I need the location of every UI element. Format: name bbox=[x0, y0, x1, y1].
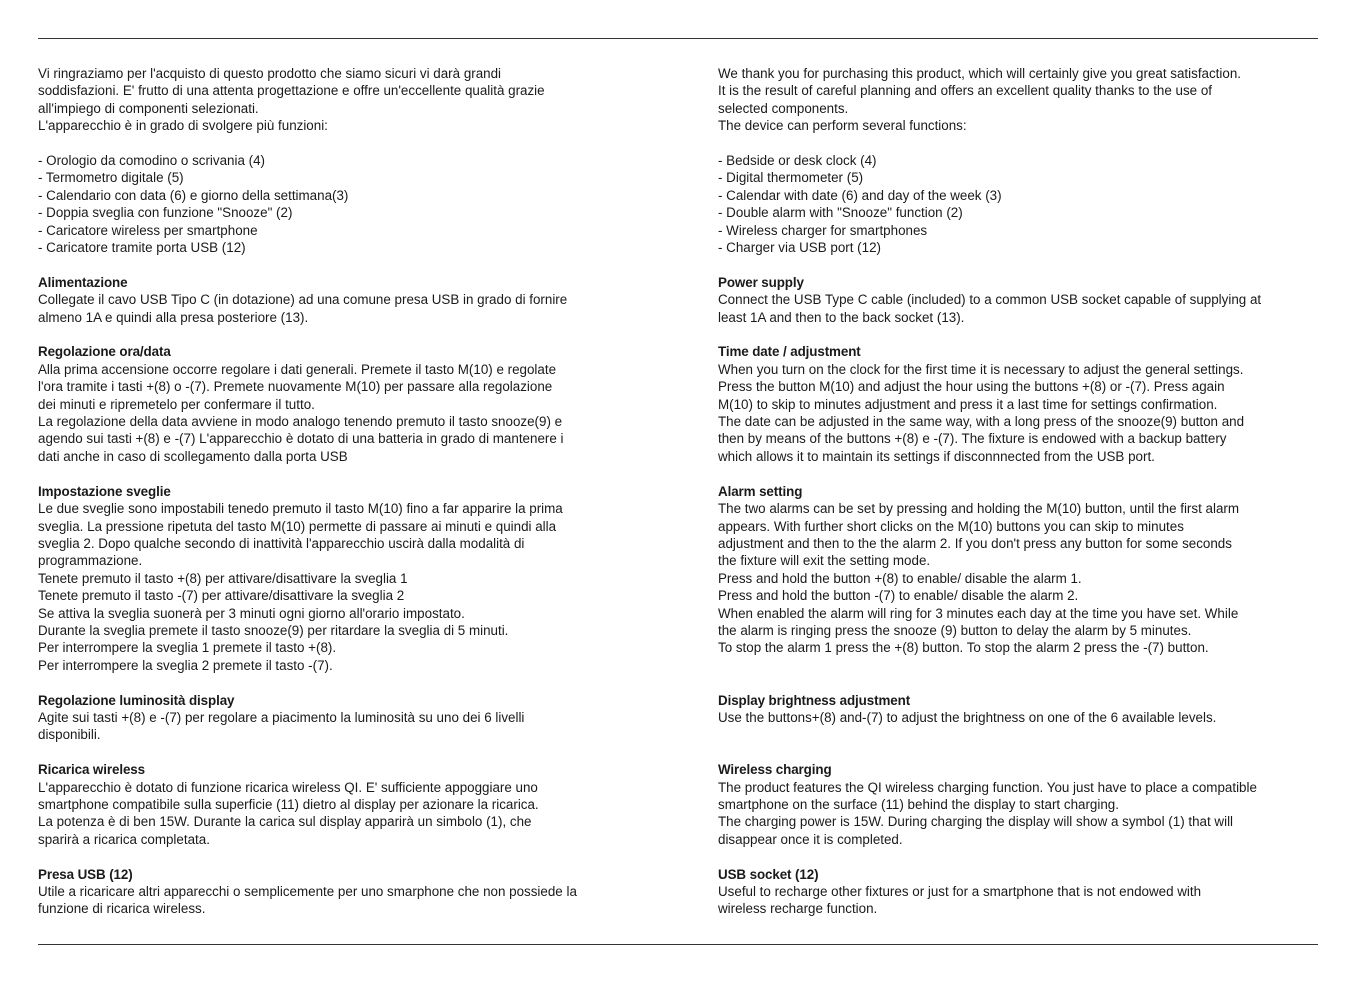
section-text-wireless: The product features the QI wireless charging function. You just have to place a compatible smartphone on the surface (11) behind the display to start charging. The charging power is 15W. During charging the display will show a symbol (1) that will disappear once it is completed. bbox=[718, 779, 1257, 847]
section-text-usb: Useful to recharge other fixtures or just for a smartphone that is not endowed with wireless recharge function. bbox=[718, 883, 1202, 917]
section-text-power: Connect the USB Type C cable (included) to a common USB socket capable of supplying at least 1A and then to the back socket (13). bbox=[718, 292, 1262, 325]
section-text-alarm: The two alarms can be set by pressing and holding the M(10) button, until the first alarm appears. With further short clicks on the M(10) buttons you can skip to minutes adjustment and then to the the alarm 2. If you don't press any button for some seconds the fixture will exit the setting mode. Press and hold the button +(8) to enable/ disable the alarm 1. Press and hold the button -(7) to enable/ disable the alarm 2. When enabled the alarm will ring for 3 minutes each day at the time you have set. While the alarm is ringing press the snooze (9) button to delay the alarm by 5 minutes. To stop the alarm 1 press the +(8) button. To stop the alarm 2 press the -(7) button. bbox=[718, 501, 1240, 656]
intro-paragraph: We thank you for purchasing this product, which will certainly give you great satisfaction. It is the result of careful planning and offers an excellent quality thanks to the use of selected components. The device can perform several functions: bbox=[718, 66, 1241, 134]
features-list: - Bedside or desk clock (4) - Digital thermometer (5) - Calendar with date (6) and day of the week (3) - Double alarm with "Snooze" function (2) - Wireless charger for smartphones - Charger via USB port (12) bbox=[718, 153, 1002, 256]
section-title-usb: Presa USB (12) bbox=[38, 866, 133, 882]
section-title-alarm: Impostazione sveglie bbox=[38, 483, 171, 499]
section-title-usb: USB socket (12) bbox=[718, 866, 819, 882]
section-text-alarm: Le due sveglie sono impostabili tenedo premuto il tasto M(10) fino a far apparire la prima sveglia. La pressione ripetuta del tasto M(10) permette di passare ai minuti e quindi alla sveglia 2. Dopo qualche secondo di inattività l'apparecchio uscirà dalla modalità di programmazione. Tenete premuto il tasto +(8) per attivare/disattivare la sveglia 1 Tenete premuto il tasto -(7) per attivare/disattivare la sveglia 2 Se attiva la sveglia suonerà per 3 minuti ogni giorno all'orario impostato. Durante la sveglia premete il tasto snooze(9) per ritardare la sveglia di 5 minuti. Per interrompere la sveglia 1 premete il tasto +(8). Per interrompere la sveglia 2 premete il tasto -(7). bbox=[38, 501, 563, 673]
section-title-brightness: Regolazione luminosità display bbox=[38, 692, 235, 708]
section-title-alarm: Alarm setting bbox=[718, 483, 803, 499]
top-rule bbox=[38, 38, 1318, 39]
english-column bbox=[718, 65, 1321, 918]
section-title-power: Alimentazione bbox=[38, 274, 128, 290]
section-title-wireless: Ricarica wireless bbox=[38, 762, 145, 778]
section-text-wireless: L'apparecchio è dotato di funzione ricarica wireless QI. E' sufficiente appoggiare uno smartphone compatibile sulla superficie (11) dietro al display per azionare la ricarica. La potenza è di ben 15W. Durante la carica sul display apparirà un simbolo (1), che sparirà a ricarica completata. bbox=[38, 779, 539, 847]
section-text-time: When you turn on the clock for the first time it is necessary to adjust the general settings. Press the button M(10) and adjust the hour using the buttons +(8) or -(7). Press again M(10) to skip to minutes adjustment and press it a last time for settings confirmation. The date can be adjusted in the same way, with a long press of the snooze(9) button and then by means of the buttons +(8) e -(7). The fixture is endowed with a backup battery which allows it to maintain its settings if disconnnected from the USB port. bbox=[718, 361, 1245, 464]
section-text-usb: Utile a ricaricare altri apparecchi o semplicemente per uno smarphone che non possiede la funzione di ricarica wireless. bbox=[38, 883, 577, 917]
section-title-time: Regolazione ora/data bbox=[38, 344, 171, 360]
section-text-time: Alla prima accensione occorre regolare i dati generali. Premete il tasto M(10) e regolate l'ora tramite i tasti +(8) o -(7). Premete nuovamente M(10) per passare alla regolazione dei minuti e ripremetelo per confermare il tutto. La regolazione della data avviene in modo analogo tenendo premuto il tasto snooze(9) e agendo sui tasti +(8) e -(7) L'apparecchio è dotato di una batteria in grado di mantenere i dati anche in caso di scollegamento dalla porta USB bbox=[38, 361, 564, 464]
section-text-brightness: Use the buttons+(8) and-(7) to adjust the brightness on one of the 6 available levels. bbox=[718, 709, 1217, 725]
section-title-wireless: Wireless charging bbox=[718, 762, 832, 778]
intro-paragraph: Vi ringraziamo per l'acquisto di questo prodotto che siamo sicuri vi darà grandi soddisfazioni. E' frutto di una attenta progettazione e offre un'eccellente qualità grazie all'impiego di componenti selezionati. L'apparecchio è in grado di svolgere più funzioni: bbox=[38, 66, 545, 134]
section-title-power: Power supply bbox=[718, 274, 804, 290]
italian-column bbox=[38, 65, 643, 918]
section-title-brightness: Display brightness adjustment bbox=[718, 692, 911, 708]
section-text-power: Collegate il cavo USB Tipo C (in dotazione) ad una comune presa USB in grado di fornire almeno 1A e quindi alla presa posteriore (13). bbox=[38, 292, 568, 325]
features-list: - Orologio da comodino o scrivania (4) - Termometro digitale (5) - Calendario con data (6) e giorno della settimana(3) - Doppia sveglia con funzione "Snooze" (2) - Caricatore wireless per smartphone - Caricatore tramite porta USB (12) bbox=[38, 153, 349, 256]
section-title-time: Time date / adjustment bbox=[718, 344, 861, 360]
section-text-brightness: Agite sui tasti +(8) e -(7) per regolare a piacimento la luminosità su uno dei 6 livelli disponibili. bbox=[38, 709, 525, 743]
bottom-rule bbox=[38, 944, 1318, 945]
